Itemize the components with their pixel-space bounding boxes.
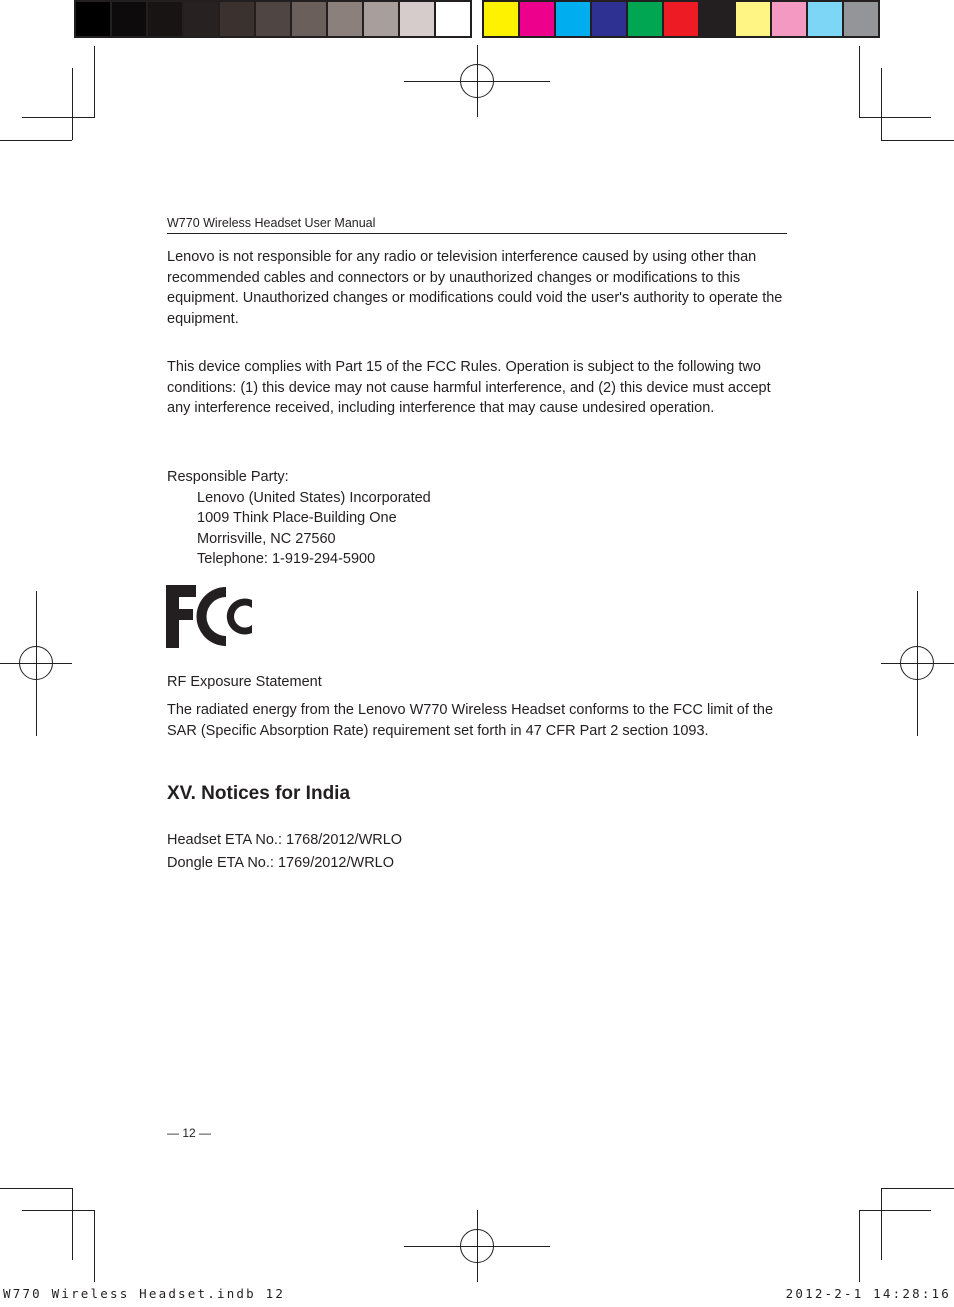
- paragraph-fcc-compliance: This device complies with Part 15 of the FCC Rules. Operation is subject to the following two conditions: (1) this device may not cause harmful interference, and (2) this device must accept any interference received, including interference that may cause undesired operation.: [167, 359, 771, 416]
- slug-timestamp: 2012-2-1 14:28:16: [785, 1286, 951, 1301]
- paragraph-interference: Lenovo is not responsible for any radio or television interference caused by using other than recommended cables and connectors or by unauthorized changes or modifications to this equipment. Unauthorized changes or modifications could void the user's authority to operate the equipment.: [167, 249, 783, 327]
- responsible-party-line: Telephone: 1-919-294-5900: [197, 551, 376, 567]
- gray-swatch: [256, 2, 292, 36]
- slug-file-info: W770 Wireless Headset.indb 12: [3, 1286, 286, 1301]
- gray-swatch: [112, 2, 148, 36]
- page-number: — 12 —: [167, 1126, 212, 1140]
- gray-swatch: [436, 2, 470, 36]
- gray-swatch: [328, 2, 364, 36]
- crop-mark: [881, 1188, 954, 1189]
- crop-mark: [859, 46, 860, 118]
- color-swatch: [484, 2, 520, 36]
- color-swatch: [772, 2, 808, 36]
- crop-mark: [72, 68, 73, 140]
- running-header: W770 Wireless Headset User Manual: [167, 216, 376, 230]
- rf-exposure-heading: RF Exposure Statement: [167, 674, 322, 690]
- crop-mark: [22, 1210, 94, 1211]
- crop-mark: [94, 46, 95, 118]
- crop-mark: [881, 68, 882, 140]
- eta-line-dongle: Dongle ETA No.: 1769/2012/WRLO: [167, 855, 395, 871]
- gray-swatch: [400, 2, 436, 36]
- crop-mark: [72, 1188, 73, 1260]
- eta-line-headset: Headset ETA No.: 1768/2012/WRLO: [167, 832, 403, 848]
- crop-mark: [859, 117, 931, 118]
- process-color-bar: [482, 0, 880, 38]
- section-heading: XV. Notices for India: [167, 783, 351, 804]
- color-swatch: [844, 2, 878, 36]
- gray-swatch: [292, 2, 328, 36]
- gray-swatch: [220, 2, 256, 36]
- crop-mark: [881, 1188, 882, 1260]
- rf-exposure-text: The radiated energy from the Lenovo W770 Wireless Headset conforms to the FCC limit of the SAR (Specific Absorption Rate) requirement set forth in 47 CFR Part 2 section 1093.: [167, 702, 774, 739]
- responsible-party-block: [167, 467, 791, 570]
- color-swatch: [628, 2, 664, 36]
- crop-mark: [94, 1210, 95, 1282]
- responsible-party-line: Lenovo (United States) Incorporated: [197, 489, 431, 506]
- fcc-logo: [166, 585, 256, 648]
- gray-swatch: [364, 2, 400, 36]
- crop-mark: [0, 140, 72, 141]
- responsible-party-label: Responsible Party:: [167, 469, 289, 485]
- color-swatch: [700, 2, 736, 36]
- crop-mark: [859, 1210, 860, 1282]
- color-swatch: [664, 2, 700, 36]
- color-swatch: [736, 2, 772, 36]
- color-swatch: [592, 2, 628, 36]
- crop-mark: [881, 140, 954, 141]
- gray-swatch: [184, 2, 220, 36]
- gray-swatch: [148, 2, 184, 36]
- crop-mark: [859, 1210, 931, 1211]
- responsible-party-line: Morrisville, NC 27560: [197, 530, 336, 547]
- color-swatch: [520, 2, 556, 36]
- svg-text:FC: FC: [211, 625, 213, 626]
- grayscale-color-bar: [74, 0, 472, 38]
- color-swatch: [556, 2, 592, 36]
- crop-mark: [0, 1188, 72, 1189]
- crop-mark: [22, 117, 94, 118]
- color-swatch: [808, 2, 844, 36]
- gray-swatch: [76, 2, 112, 36]
- responsible-party-line: 1009 Think Place-Building One: [197, 510, 397, 526]
- eta-block: [167, 829, 791, 875]
- header-rule: [167, 233, 787, 234]
